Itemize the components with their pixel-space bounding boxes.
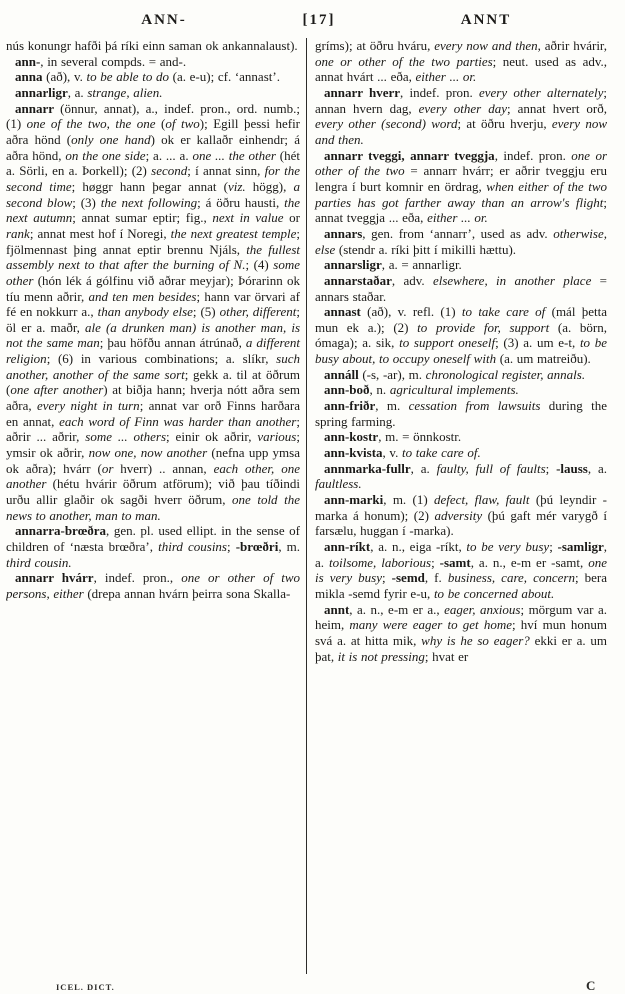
headword: anna: [15, 69, 43, 85]
headword: ann-kvista: [324, 445, 383, 461]
headword: annast: [324, 304, 361, 320]
entry-text: ;: [545, 460, 557, 476]
entry-text: , m.: [375, 398, 409, 414]
dictionary-entry: [6, 38, 300, 54]
entry-text: ekki er a. um þat,: [315, 632, 607, 664]
entry-text: , in several compds. = and-.: [40, 53, 187, 69]
left-column: [6, 38, 306, 976]
entry-text: ; at öðru hverju,: [457, 116, 552, 132]
entry-text: ) at biðja hann; hverja nótt aðra sem aðra,: [6, 382, 300, 414]
entry-text: , m. (1): [383, 492, 435, 508]
entry-text: ;: [549, 539, 558, 554]
entry-text: ; annan hvern dag,: [315, 84, 607, 116]
entry-text: ; hvat er: [424, 648, 469, 664]
entry-text: ; öl er a. maðr,: [6, 304, 300, 335]
gloss-text: next in value: [212, 210, 284, 226]
entry-text: during the spring farming.: [315, 398, 607, 429]
entry-text: ;: [227, 539, 236, 554]
right-column: [307, 38, 607, 976]
entry-text: ; í annat sinn,: [187, 163, 265, 179]
gloss-text: one or other of the two: [315, 147, 607, 179]
gloss-text: every now and then: [434, 38, 538, 53]
headword: annmarka-fullr: [324, 460, 411, 476]
entry-text: , indef. pron.: [494, 147, 572, 163]
entry-text: ; annat sumar eptir; fig.,: [72, 210, 213, 226]
gloss-text: other, different: [219, 304, 297, 320]
dictionary-entry: [315, 38, 607, 85]
entry-text: , a. n., e-m er -samt,: [470, 554, 589, 570]
entry-text: ; (3) a. um e-t,: [495, 335, 580, 351]
gloss-text: one told the news to another, man to man.: [6, 492, 300, 523]
gloss-text: adversity: [434, 507, 483, 523]
gloss-text: and ten men besides: [88, 288, 197, 304]
gloss-text: it is not pressing: [337, 648, 425, 664]
gloss-text: viz.: [227, 178, 246, 194]
entry-text: ; annat var orð Finns harðara en annat,: [6, 398, 300, 429]
headword: ann-: [15, 53, 41, 69]
dictionary-entry: [315, 304, 607, 367]
entry-text: , indef. pron.: [400, 84, 479, 100]
headword: -semd: [391, 570, 425, 586]
dictionary-entry: [6, 54, 300, 70]
entry-text: , aðrir hvárir,: [537, 38, 607, 53]
gloss-text: every other (second) word: [315, 116, 458, 132]
dictionary-entry: [315, 539, 607, 602]
entry-text: ; fjölmennast þing annat eptir brennu Njáls,: [6, 225, 300, 257]
dictionary-entry: [315, 257, 607, 273]
gloss-text: of two: [165, 116, 200, 132]
entry-text: , n.: [369, 382, 390, 398]
entry-text: , a. n., e-m er a.,: [349, 601, 445, 617]
gloss-text: the next following: [100, 194, 198, 210]
entry-text: ; (4): [245, 257, 274, 273]
gloss-text: than anybody else: [97, 304, 193, 320]
gloss-text: to take care of: [461, 304, 546, 320]
dictionary-entry: [315, 602, 607, 665]
gloss-text: each word of Finn was harder than another: [59, 413, 297, 429]
entry-text: (mál þetta mun ek a.); (2): [315, 304, 607, 335]
gloss-text: each other, one another: [6, 460, 300, 492]
entry-text: (: [155, 116, 166, 132]
entry-text: ; ymsir ok aðrir,: [6, 429, 300, 461]
headword: annarr hverr: [324, 84, 401, 100]
entry-text: ); Egill þessi hefir aðra hönd (: [6, 116, 301, 147]
gloss-text: the next greatest temple: [170, 225, 297, 241]
headword: ann-boð: [324, 382, 370, 398]
entry-text: , a.: [315, 539, 607, 570]
dictionary-entry: [6, 85, 300, 101]
dictionary-entry: [315, 148, 607, 226]
gloss-text: every now and then.: [315, 116, 607, 147]
gloss-text: to be able to do: [86, 69, 169, 85]
gloss-text: agricultural implements.: [389, 382, 519, 398]
dictionary-entry: [6, 101, 300, 524]
entry-text: högg),: [245, 178, 294, 194]
page-header: [6, 8, 619, 38]
footer-imprint: ICEL. DICT.: [56, 982, 115, 992]
gloss-text: now one, now another: [88, 445, 208, 461]
headword: annars: [324, 225, 363, 241]
entry-text: , v.: [382, 445, 402, 461]
dictionary-entry: [315, 85, 607, 148]
headword: -samligr: [557, 539, 604, 554]
entry-text: , adv.: [391, 272, 433, 288]
headword: -samt: [439, 554, 471, 570]
entry-text: (hón lék á gólfinu við aðrar meyjar); Þórarinn ok tíu menn aðrir,: [6, 272, 300, 304]
gloss-text: rank: [6, 225, 30, 241]
headword: ann-kostr: [324, 429, 379, 445]
gloss-text: to support oneself: [399, 335, 496, 351]
entry-text: ; annat hvert orð,: [506, 100, 607, 116]
headword: annarr tveggi, annarr tveggja: [324, 147, 495, 163]
headword: annarstaðar: [324, 272, 392, 288]
gloss-text: every other day: [418, 100, 507, 116]
entry-text: ; hví mun honum svá a. at hitta mik,: [315, 617, 607, 648]
gloss-text: faultless.: [315, 476, 362, 492]
entry-text: ; gekk a. til at öðrum (: [6, 366, 300, 398]
dictionary-entry: [315, 398, 607, 429]
gloss-text: various: [257, 429, 297, 445]
gloss-text: to be busy about, to occupy oneself with: [315, 335, 607, 367]
dictionary-entry: [6, 570, 300, 601]
dictionary-entry: [6, 69, 300, 85]
entry-text: , f.: [424, 570, 448, 586]
gloss-text: toilsome, laborious: [328, 554, 432, 570]
entry-text: gríms); at öðru hváru,: [315, 38, 435, 53]
gloss-text: the fullest assembly next to that after the burning of N.: [6, 241, 301, 273]
gloss-text: to be very busy: [466, 539, 550, 554]
headword: ann-friðr: [324, 398, 376, 414]
entry-text: , a.: [410, 460, 437, 476]
entry-text: (a. um matreiðu).: [496, 351, 591, 367]
entry-text: , gen. pl. used ellipt. in the sense of children of ‘næsta brœðra’,: [6, 523, 300, 554]
entry-text: ) ok er kallaðr einhendr; á aðra hönd,: [6, 131, 301, 163]
gloss-text: one or other of two persons, either: [6, 570, 301, 601]
dictionary-entry: [315, 492, 607, 539]
entry-text: ; aðrir ... aðrir,: [6, 413, 300, 445]
headword: annarr: [15, 100, 54, 116]
entry-text: , gen. from ‘annarr’, used as adv.: [362, 225, 554, 241]
gloss-text: on the one side: [65, 147, 146, 163]
entry-text: (þú leyndir -marka á honum); (2): [315, 492, 607, 523]
dictionary-entry: [315, 445, 607, 461]
gloss-text: either ... or.: [427, 210, 488, 226]
entry-text: or: [283, 210, 300, 226]
gloss-text: only one hand: [71, 131, 151, 147]
gloss-text: for the second time: [6, 163, 300, 194]
gloss-text: ale (a drunken man) is another man, is not the same man: [6, 319, 301, 351]
entry-text: (önnur, annat), a., indef. pron., ord. numb.; (1): [6, 100, 300, 132]
entry-text: ; annat tveggja ... eða,: [315, 194, 607, 226]
dictionary-entry: [315, 461, 607, 492]
gloss-text: or: [101, 460, 114, 476]
headword: ann-ríkt: [324, 539, 371, 554]
gloss-text: either ... or.: [415, 69, 477, 85]
entry-text: ;: [431, 554, 440, 570]
headword: annarligr: [15, 84, 68, 100]
entry-text: , m.: [278, 539, 301, 554]
entry-text: ; (3): [72, 194, 101, 210]
gloss-text: third cousin.: [6, 554, 72, 570]
entry-text: ; á öðru hausti,: [197, 194, 285, 210]
gloss-text: otherwise, else: [315, 225, 607, 257]
entry-text: (að), v. refl. (1): [360, 304, 462, 320]
entry-text: (-s, -ar), m.: [358, 366, 426, 382]
entry-text: (a. e-u); cf. ‘annast’.: [169, 69, 280, 85]
gloss-text: the next autumn: [6, 194, 300, 226]
dictionary-entry: [315, 273, 607, 304]
gloss-text: every other alternately: [479, 84, 604, 100]
gloss-text: elsewhere, in another place: [432, 272, 592, 288]
headword: annt: [324, 601, 350, 617]
entry-text: ; mörgum var a. heim,: [315, 601, 607, 633]
gloss-text: chronological register, annals.: [425, 366, 586, 382]
headword: -lauss: [556, 460, 588, 476]
gloss-text: defect, flaw, fault: [434, 492, 530, 508]
text-columns: [6, 38, 619, 976]
gloss-text: faulty, full of faults: [436, 460, 546, 476]
entry-text: , a.: [67, 84, 88, 100]
gloss-text: such another, another of the same sort: [6, 351, 300, 382]
headword: annáll: [324, 366, 359, 382]
gloss-text: one is very busy: [315, 554, 607, 586]
gloss-text: one after another: [10, 382, 104, 398]
entry-text: (drepa annan hvárn þeirra sona Skalla-: [83, 585, 291, 601]
header-guideword-right: ANNT: [460, 12, 512, 28]
entry-text: (hétu hvárir öðrum atförum); við þau tíðindi urðu allir glaðir ok sagði hverr öðrum,: [6, 476, 300, 508]
gloss-text: a second blow: [6, 178, 301, 210]
entry-text: (a. börn, ómaga); a. sik,: [315, 319, 607, 351]
headword: -brœðri: [235, 539, 279, 554]
entry-text: ; neut. used as adv., annat hvárt ... eða,: [315, 53, 607, 85]
dictionary-entry: [315, 429, 607, 445]
entry-text: (þú gaft mér varygð í farsælu, huggan í -marka).: [315, 507, 607, 539]
entry-text: ; bera mikla -semd fyrir e-u,: [315, 570, 607, 601]
dictionary-entry: [6, 523, 300, 570]
gloss-text: one or other of the two parties: [315, 53, 493, 69]
entry-text: ; (5): [192, 304, 220, 320]
entry-text: hverr) .. annan,: [113, 460, 214, 476]
entry-text: ; hann var örvari af fé en nokkurr a.,: [6, 288, 300, 320]
entry-text: ; einir ok aðrir,: [166, 429, 258, 445]
gloss-text: strange, alien.: [87, 84, 163, 100]
entry-text: = annars staðar.: [315, 272, 607, 304]
gloss-text: eager, anxious: [444, 601, 521, 617]
headword: annarsligr: [324, 257, 382, 273]
entry-text: , indef. pron.,: [93, 570, 182, 586]
footer-signature-mark: C: [586, 978, 596, 993]
headword: annarr hvárr: [15, 570, 94, 586]
dictionary-entry: [315, 367, 607, 383]
gloss-text: some other: [6, 257, 301, 288]
entry-text: , a. n., eiga -ríkt,: [370, 539, 467, 554]
page-number: [17]: [302, 12, 336, 28]
entry-text: , a.: [587, 460, 607, 476]
entry-text: nús konungr hafði þá ríki einn saman ok ankannalaust).: [6, 38, 298, 53]
gloss-text: every night in turn: [36, 398, 140, 414]
gloss-text: why is he so eager?: [421, 632, 530, 648]
headword: annarra-brœðra: [15, 523, 106, 539]
entry-text: ; annat mest hof í Noregi,: [29, 225, 171, 241]
entry-text: ; a. ... a.: [145, 147, 193, 163]
entry-text: ; høggr hann þegar annat (: [71, 178, 228, 194]
entry-text: , a. = annarligr.: [381, 257, 462, 273]
gloss-text: to be concerned about.: [433, 585, 555, 601]
gloss-text: second: [151, 163, 188, 179]
gloss-text: third cousins: [158, 539, 227, 554]
gloss-text: many were eager to get home: [349, 617, 512, 633]
headword: ann-marki: [324, 492, 384, 508]
gloss-text: one of the two, the one: [26, 116, 156, 132]
header-guideword-left: ANN-: [141, 12, 187, 28]
gloss-text: to take care of.: [402, 445, 481, 461]
entry-text: (stendr a. ríki þitt í mikilli hættu).: [335, 241, 517, 257]
entry-text: , m. = önnkostr.: [378, 429, 462, 445]
entry-text: ; (6) in various combinations; a. slíkr,: [46, 351, 277, 367]
gloss-text: when either of the two parties has got farther away than an arrow's flight: [315, 178, 607, 210]
entry-text: ; þau höfðu annan átrúnað,: [99, 335, 246, 351]
gloss-text: a different religion: [6, 335, 300, 367]
gloss-text: some ... others: [85, 429, 167, 445]
entry-text: (að), v.: [42, 69, 87, 85]
entry-text: ;: [381, 570, 392, 586]
page-footer: [0, 968, 625, 993]
gloss-text: business, care, concern: [447, 570, 575, 586]
gloss-text: one ... the other: [192, 147, 276, 163]
entry-text: = annarr hvárr; er aðrir tveggju eru lengra í burt komnir en ördrag,: [315, 163, 607, 194]
dictionary-entry: [315, 382, 607, 398]
entry-text: (hét a. Sörli, en a. Þorkell); (2): [6, 147, 300, 179]
dictionary-entry: [315, 226, 607, 257]
gloss-text: cessation from lawsuits: [408, 398, 541, 414]
entry-text: (nefna upp ymsa ok aðra); hvárr (: [6, 445, 300, 476]
gloss-text: to provide for, support: [417, 319, 550, 335]
